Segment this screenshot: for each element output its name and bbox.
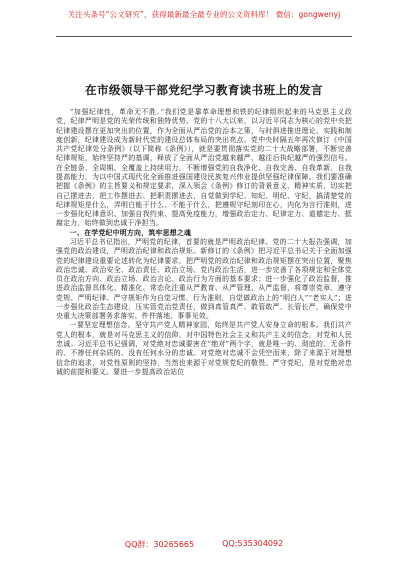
footer-contact <box>0 539 408 553</box>
section-heading: 一、在学党纪中明方向，筑牢思想之魂 <box>69 228 192 237</box>
header-divider <box>56 36 352 37</box>
document-body <box>56 108 352 526</box>
body-paragraph: 一要坚定理想信念。坚守共产党人精神家园，始终是共产党人安身立命的根本。我们共产党人的根本，就是对马克思主义的信仰，对中国特色社会主义和共产主义的信念，对党和人民忠诚。习近平总书记强调，对党绝对忠诚要害在“绝对”两个字，就是唯一的、彻底的、无条件的、不掺任何杂质的、没有任何水分的忠诚。对党绝对忠诚不会凭空而来，除了来源于对理想信念的追求，对党性原则的坚持，当然也来源于对党规党纪的敬畏。严守党纪，是对党绝对忠诚的前提和要义。要进一步提高政治站位 <box>56 321 352 376</box>
footer-qq: QQ:535304092 <box>222 539 284 548</box>
document-title: 在市级领导干部党纪学习教育读书班上的发言 <box>85 83 323 97</box>
body-paragraph: 习近平总书记指出，严明党的纪律，首要的就是严明政治纪律。党的二十大报告强调，加强党的政治建设，严明政治纪律和政治规矩。新修订的《条例》把习近平总书记关于全面加强党的纪律建设重要论述转化为纪律要求，把严明党的政治纪律和政治规矩摆在突出位置，聚焦政治忠诚、政治安全、政治责任、政治立场、党内政治生活，进一步完善了各项规定和全体党员在政治方向、政治立场、政治言论、政治行为方面的基本要求；进一步强化了政治监督，推进政治监督具体化、精准化、常态化注重从严教育、从严管理、从严监督，将尊崇党章、遵守党规、严明纪律、严守规矩作为自觉习惯、行为准则，自觉做政治上的“明白人”“老实人”；进一步强化政治生态建设，压实管党治党责任，做到真管真严、敢管敢严、长管长严，确保党中央重大决策部署务求落实、件件落地、事事见效。 <box>56 237 352 321</box>
header-banner <box>0 0 408 28</box>
header-banner-text: 关注头条号“公文研究”，获得最新最全最专业的公文资料库！ 微信：gongwenyj <box>67 9 341 19</box>
footer-qq-group: QQ群：30265665 <box>124 540 195 549</box>
body-paragraph: “加强纪律性，革命无不胜。”我们党是靠革命理想和铁的纪律组织起来的马克思主义政党，纪律严明是党的光荣传统和独特优势。党的十八大以来，以习近平同志为核心的党中央把纪律建设摆在更加突出的位置，作为全面从严治党的治本之策，与时俱进推进理论、实践和制度创新，纪律建设成为新时代党的建设总体布局的突出亮点。党中央时隔五年再次修订《中国共产党纪律处分条例》（以下简称《条例》），就是要贯彻落实党的二十大战略部署，不断完善纪律规矩，始终坚持严的基调，释放了全面从严治党越来越严、越往后执纪越严的强烈信号。在全链条、全周期、全覆盖上持续用力，不断增强党的自我净化、自我完善、自我革新、自我提高能力，为以中国式现代化全面推进强国建设民族复兴伟业提供坚强纪律保障。我们要准确把握《条例》的主旨要义和规定要求，深入领会《条例》修订的背景意义、精神实质，切实把自己摆进去、把工作摆进去、把职责摆进去，自觉做到学纪、知纪、明纪、守纪，搞清楚党的纪律规矩是什么，弄明白能干什么、不能干什么，把遵规守纪刻印在心，内化为言行准则，进一步强化纪律意识、加强自我约束、提高免疫能力，增强政治定力、纪律定力、道德定力、抵腐定力，始终做到忠诚干净担当。 <box>56 108 352 228</box>
